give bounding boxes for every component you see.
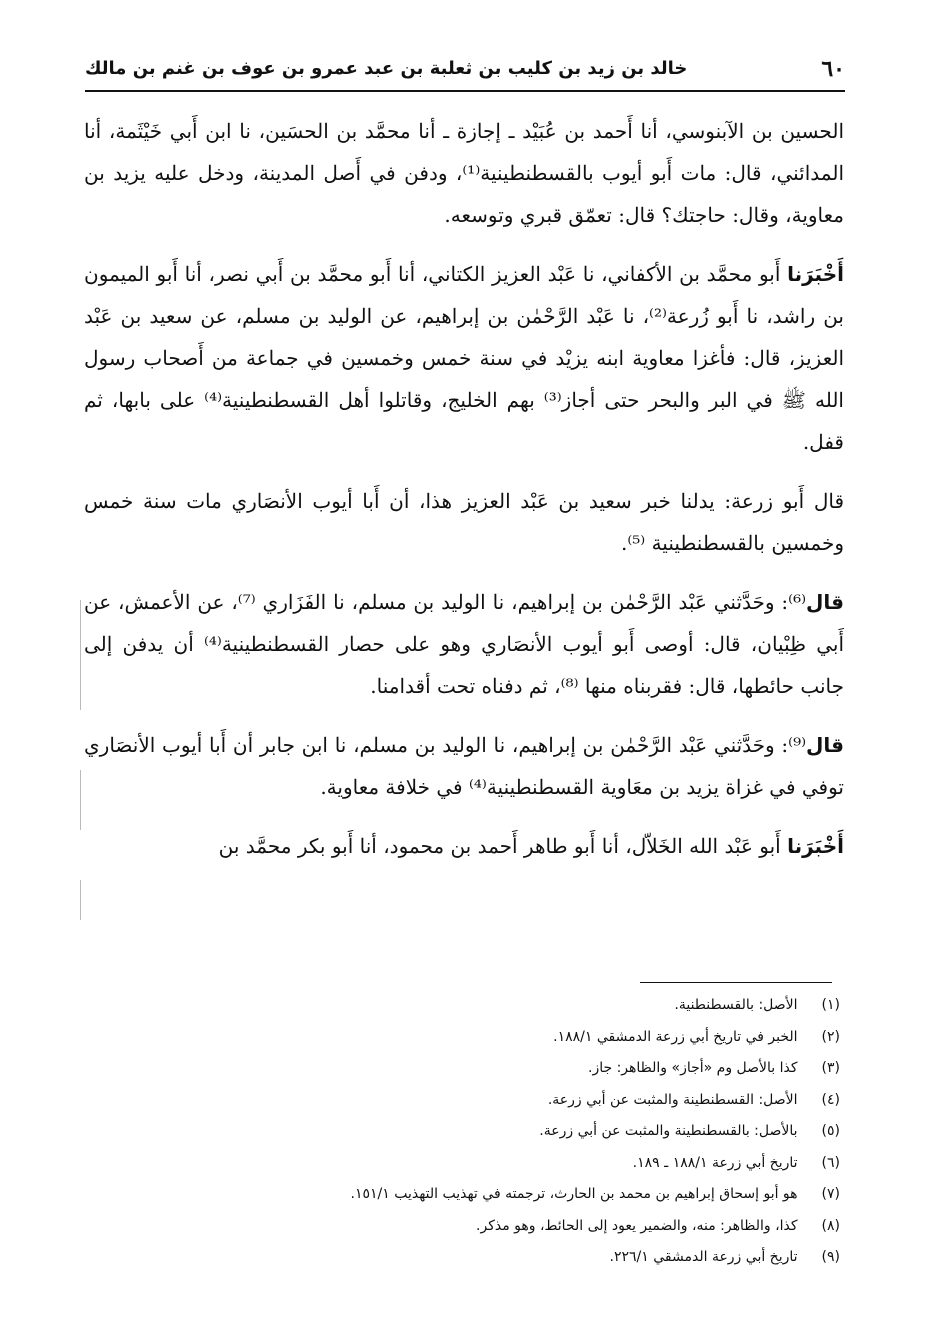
paragraph-text: قال أَبو زرعة: يدلنا خبر سعيد بن عَبْد العزيز هذا، أن أَبا أيوب الأنصَاري مات سنة خمس وخمسين بالقسطنطينية ⁽⁵⁾. xyxy=(84,489,844,555)
paragraph-lead: أَخْبَرَنا xyxy=(787,834,844,858)
main-text xyxy=(84,110,844,884)
footnote-separator xyxy=(640,982,832,983)
footnote xyxy=(140,1085,840,1117)
paragraph xyxy=(84,110,844,236)
footnote xyxy=(140,1053,840,1085)
footnote-number: (٩) xyxy=(821,1249,840,1265)
footnote-text: كذا بالأصل وم «أجاز» والظاهر: جاز. xyxy=(588,1060,798,1076)
paragraph-text: أَبو عَبْد الله الخَلاّل، أنا أَبو طاهر أَحمد بن محمود، أنا أَبو بكر محمَّد بن xyxy=(218,834,781,858)
footnotes xyxy=(140,990,840,1274)
paragraph xyxy=(84,581,844,707)
margin-mark xyxy=(80,600,81,710)
paragraph-lead: قال xyxy=(806,590,844,614)
footnote-number: (٥) xyxy=(821,1123,840,1139)
paragraph-text: ⁽⁹⁾: وحَدَّثني عَبْد الرَّحْمٰن بن إبراهيم، نا الوليد بن مسلم، نا ابن جابر أن أَبا أيوب الأنصَاري توفي في غزاة يزيد بن معَاوية القسطنطينية⁽⁴⁾ في خلافة معاوية. xyxy=(84,733,844,799)
margin-mark xyxy=(80,880,81,920)
footnote xyxy=(140,1116,840,1148)
paragraph-text: الحسين بن الآبنوسي، أنا أَحمد بن عُبَيْد ـ إجازة ـ أنا محمَّد بن الحسَين، نا ابن أَبي خَيْثَمة، أنا المدائني، قال: مات أَبو أيوب بالقسطنطينية⁽¹⁾، ودفن في أَصل المدينة، ودخل عليه يزيد بن معاوية، وقال: حاجتك؟ قال: تعمّق قبري وتوسعه. xyxy=(84,119,844,227)
paragraph xyxy=(84,480,844,564)
footnote-number: (٤) xyxy=(821,1091,840,1108)
footnote xyxy=(140,1179,840,1211)
footnote-number: (٨) xyxy=(821,1217,840,1234)
footnote-text: تاريخ أبي زرعة الدمشقي ٢٢٦/١. xyxy=(609,1249,798,1265)
footnote xyxy=(140,990,840,1022)
paragraph-lead: أَخْبَرَنا xyxy=(787,262,844,286)
paragraph-text: ⁽⁶⁾: وحَدَّثني عَبْد الرَّحْمٰن بن إبراهيم، نا الوليد بن مسلم، نا الفَزَاري ⁽⁷⁾، عن الأعمش، عن أَبي ظِبْيان، قال: أوصى أَبو أيوب الأنصَاري وهو على حصار القسطنطينية⁽⁴⁾ أن يدفن إلى جانب حائطها، قال: فقربناه منها ⁽⁸⁾، ثم دفناه تحت أقدامنا. xyxy=(84,590,844,698)
footnote-number: (١) xyxy=(821,997,840,1013)
footnote-number: (٢) xyxy=(821,1028,840,1045)
footnote-number: (٣) xyxy=(821,1060,840,1076)
paragraph xyxy=(84,724,844,808)
footnote-text: الخبر في تاريخ أبي زرعة الدمشقي ١٨٨/١. xyxy=(553,1028,798,1045)
footnote-text: كذا، والظاهر: منه، والضمير يعود إلى الحائط، وهو مذكر. xyxy=(476,1217,798,1234)
footnote-number: (٧) xyxy=(821,1186,840,1202)
footnote-number: (٦) xyxy=(821,1154,840,1171)
paragraph xyxy=(84,253,844,463)
footnote xyxy=(140,1022,840,1054)
footnote-text: بالأصل: بالقسطنطينة والمثبت عن أبي زرعة. xyxy=(539,1123,798,1139)
margin-mark xyxy=(80,770,81,830)
footnote-text: هو أبو إسحاق إبراهيم بن محمد بن الحارث، ترجمته في تهذيب التهذيب ١٥١/١. xyxy=(350,1186,798,1202)
footnote xyxy=(140,1148,840,1180)
running-title: خالد بن زيد بن كليب بن ثعلبة بن عبد عمرو بن عوف بن غنم بن مالك xyxy=(85,58,688,79)
paragraph-lead: قال xyxy=(806,733,844,757)
footnote xyxy=(140,1242,840,1274)
footnote-text: الأصل: القسطنطينة والمثبت عن أبي زرعة. xyxy=(547,1091,798,1108)
paragraph xyxy=(84,825,844,867)
page-number: ٦٠ xyxy=(821,56,845,82)
footnote-text: تاريخ أبي زرعة ١٨٨/١ ـ ١٨٩. xyxy=(632,1154,798,1171)
footnote-text: الأصل: بالقسطنطنية. xyxy=(674,997,798,1013)
footnote xyxy=(140,1211,840,1243)
paragraph-text: أَبو محمَّد بن الأكفاني، نا عَبْد العزيز الكتاني، أنا أَبو محمَّد بن أَبي نصر، أنا أَبو الميمون بن راشد، نا أَبو زُرعة⁽²⁾، نا عَبْد الرَّحْمٰن بن إبراهيم، عن الوليد بن مسلم، عن سعيد بن عَبْد العزيز، قال: فأغزا معاوية ابنه يزيْد في سنة خمس وخمسين في جماعة من أَصحاب رسول الله ﷺ في البر والبحر حتى أجاز⁽³⁾ بهم الخليج، وقاتلوا أهل القسطنطينية⁽⁴⁾ على بابها، ثم قفل. xyxy=(84,262,844,454)
page-header xyxy=(85,52,845,92)
